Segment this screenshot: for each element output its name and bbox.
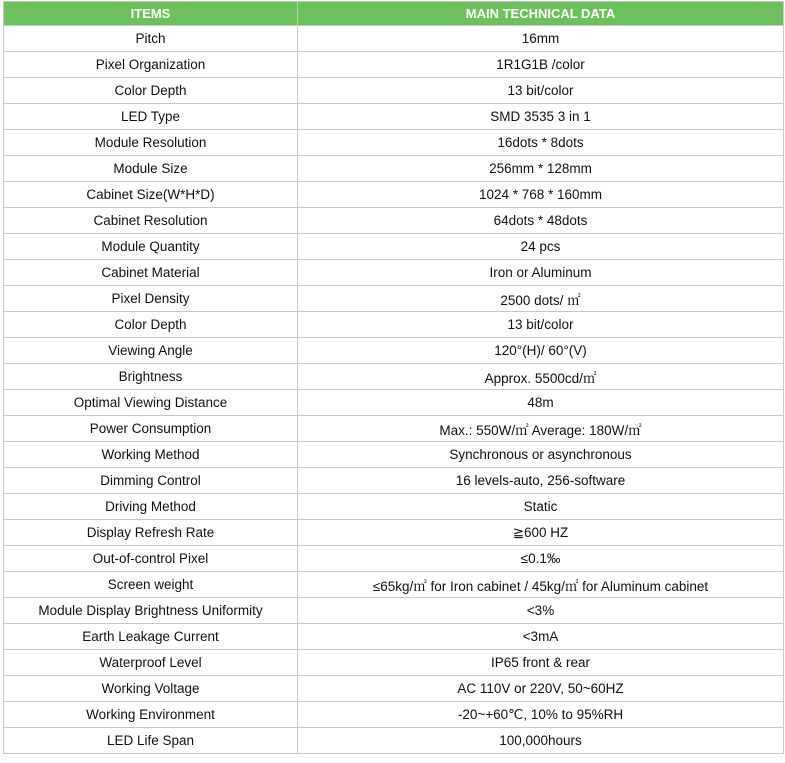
item-cell: Earth Leakage Current [4, 624, 298, 650]
item-cell: Module Display Brightness Uniformity [4, 598, 298, 624]
table-row [4, 234, 784, 260]
item-cell: Color Depth [4, 78, 298, 104]
value-cell: 13 bit/color [298, 78, 784, 104]
item-cell: Pixel Organization [4, 52, 298, 78]
table-row [4, 494, 784, 520]
value-cell: Synchronous or asynchronous [298, 442, 784, 468]
item-cell: Brightness [4, 364, 298, 390]
value-cell: Iron or Aluminum [298, 260, 784, 286]
table-row [4, 338, 784, 364]
value-cell: IP65 front & rear [298, 650, 784, 676]
table-row [4, 390, 784, 416]
value-cell: Static [298, 494, 784, 520]
item-cell: Pixel Density [4, 286, 298, 312]
value-cell: <3mA [298, 624, 784, 650]
spec-table-body [4, 26, 784, 754]
data-column-header: MAIN TECHNICAL DATA [298, 2, 784, 26]
item-cell: Working Environment [4, 702, 298, 728]
item-cell: Dimming Control [4, 468, 298, 494]
table-row [4, 676, 784, 702]
item-cell: Driving Method [4, 494, 298, 520]
value-cell: ≧600 HZ [298, 520, 784, 546]
table-row [4, 572, 784, 598]
value-cell: 256mm * 128mm [298, 156, 784, 182]
item-cell: Power Consumption [4, 416, 298, 442]
table-row [4, 728, 784, 754]
value-cell: ≤65kg/㎡ for Iron cabinet / 45kg/㎡ for Aluminum cabinet [298, 572, 784, 598]
table-row [4, 78, 784, 104]
item-cell: Color Depth [4, 312, 298, 338]
item-cell: Optimal Viewing Distance [4, 390, 298, 416]
item-cell: Working Method [4, 442, 298, 468]
items-column-header: ITEMS [4, 2, 298, 26]
item-cell: LED Life Span [4, 728, 298, 754]
header-row [4, 2, 784, 26]
item-cell: Cabinet Size(W*H*D) [4, 182, 298, 208]
item-cell: Module Size [4, 156, 298, 182]
item-cell: Viewing Angle [4, 338, 298, 364]
value-cell: Approx. 5500cd/㎡ [298, 364, 784, 390]
value-cell: 1024 * 768 * 160mm [298, 182, 784, 208]
item-cell: LED Type [4, 104, 298, 130]
value-cell: 13 bit/color [298, 312, 784, 338]
item-cell: Out-of-control Pixel [4, 546, 298, 572]
item-cell: Screen weight [4, 572, 298, 598]
table-row [4, 26, 784, 52]
table-row [4, 208, 784, 234]
item-cell: Module Resolution [4, 130, 298, 156]
spec-table [3, 1, 784, 754]
value-cell: 16dots * 8dots [298, 130, 784, 156]
item-cell: Module Quantity [4, 234, 298, 260]
table-row [4, 182, 784, 208]
item-cell: Waterproof Level [4, 650, 298, 676]
table-row [4, 650, 784, 676]
spec-table-header [4, 2, 784, 26]
table-row [4, 260, 784, 286]
table-row [4, 364, 784, 390]
item-cell: Cabinet Resolution [4, 208, 298, 234]
table-row [4, 702, 784, 728]
value-cell: 24 pcs [298, 234, 784, 260]
value-cell: Max.: 550W/㎡ Average: 180W/㎡ [298, 416, 784, 442]
item-cell: Cabinet Material [4, 260, 298, 286]
value-cell: 16 levels-auto, 256-software [298, 468, 784, 494]
value-cell: 100,000hours [298, 728, 784, 754]
table-row [4, 130, 784, 156]
table-row [4, 520, 784, 546]
value-cell: SMD 3535 3 in 1 [298, 104, 784, 130]
item-cell: Pitch [4, 26, 298, 52]
value-cell: 48m [298, 390, 784, 416]
table-row [4, 156, 784, 182]
item-cell: Working Voltage [4, 676, 298, 702]
value-cell: -20~+60℃, 10% to 95%RH [298, 702, 784, 728]
value-cell: AC 110V or 220V, 50~60HZ [298, 676, 784, 702]
table-row [4, 312, 784, 338]
table-row [4, 468, 784, 494]
value-cell: 120°(H)/ 60°(V) [298, 338, 784, 364]
value-cell: 64dots * 48dots [298, 208, 784, 234]
table-row [4, 624, 784, 650]
table-row [4, 598, 784, 624]
table-row [4, 546, 784, 572]
table-row [4, 416, 784, 442]
value-cell: 2500 dots/ ㎡ [298, 286, 784, 312]
value-cell: 1R1G1B /color [298, 52, 784, 78]
table-row [4, 286, 784, 312]
table-row [4, 52, 784, 78]
value-cell: <3% [298, 598, 784, 624]
value-cell: ≤0.1‰ [298, 546, 784, 572]
value-cell: 16mm [298, 26, 784, 52]
table-row [4, 442, 784, 468]
item-cell: Display Refresh Rate [4, 520, 298, 546]
table-row [4, 104, 784, 130]
